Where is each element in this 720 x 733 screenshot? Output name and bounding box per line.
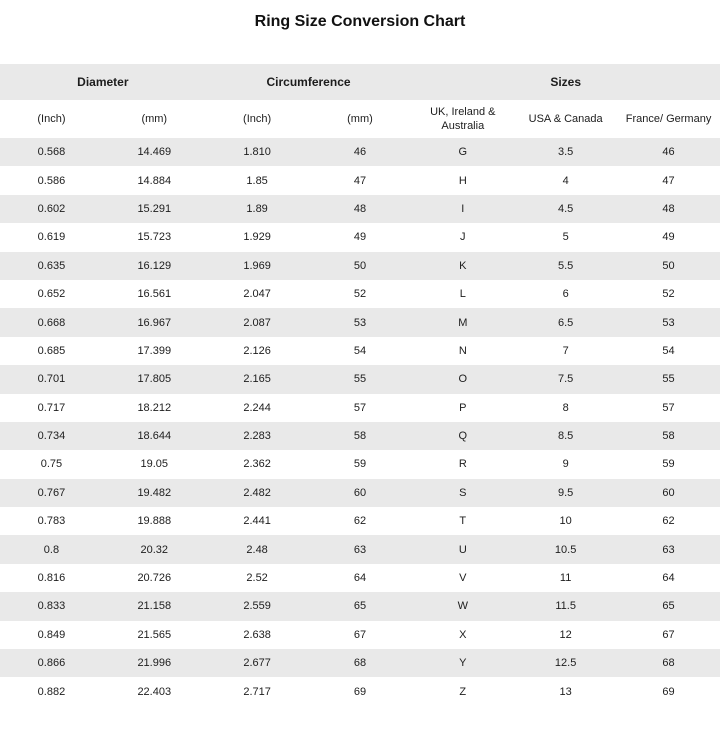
cell: 0.701 — [37, 373, 66, 386]
cell: 47 — [353, 174, 367, 187]
column-header-6: France/ Germany — [617, 100, 720, 138]
cell: 21.565 — [137, 628, 172, 641]
cell: 7.5 — [557, 373, 574, 386]
cell: T — [459, 515, 467, 528]
cell: 2.244 — [243, 401, 271, 414]
cell: 1.810 — [243, 146, 271, 159]
cell: Y — [459, 657, 467, 670]
cell: 16.129 — [137, 259, 172, 272]
cell: 63 — [353, 543, 367, 556]
cell: O — [458, 373, 468, 386]
cell: 2.482 — [243, 486, 271, 499]
cell: 8.5 — [557, 430, 574, 443]
column-header-1: (mm) — [103, 100, 206, 138]
cell: 0.833 — [37, 600, 66, 613]
cell: 19.888 — [137, 515, 172, 528]
cell: 46 — [662, 146, 675, 159]
cell: 0.882 — [37, 685, 66, 698]
cell: 0.767 — [37, 486, 66, 499]
cell: 48 — [353, 202, 367, 215]
cell: 2.559 — [243, 600, 271, 613]
cell: 53 — [662, 316, 675, 329]
cell: 0.635 — [37, 259, 66, 272]
table-row — [0, 280, 720, 308]
cell: 1.969 — [243, 259, 271, 272]
cell: 21.996 — [137, 657, 172, 670]
cell: W — [457, 600, 468, 613]
table-header — [0, 64, 720, 138]
cell: 49 — [662, 231, 675, 244]
cell: 69 — [662, 685, 675, 698]
cell: 9.5 — [557, 486, 574, 499]
cell: 64 — [662, 572, 675, 585]
table-row — [0, 479, 720, 507]
cell: G — [458, 146, 468, 159]
cell: 2.441 — [243, 515, 271, 528]
cell: 52 — [353, 288, 367, 301]
cell: 1.85 — [246, 174, 268, 187]
cell: S — [459, 486, 467, 499]
cell: 17.399 — [137, 344, 172, 357]
cell: 0.668 — [37, 316, 66, 329]
cell: 68 — [353, 657, 367, 670]
cell: J — [460, 231, 466, 244]
cell: 19.482 — [137, 486, 172, 499]
cell: 0.619 — [37, 231, 66, 244]
cell: 52 — [662, 288, 675, 301]
cell: N — [458, 344, 467, 357]
cell: 0.75 — [40, 458, 63, 471]
cell: 5 — [562, 231, 569, 244]
cell: 4.5 — [557, 202, 574, 215]
cell: 50 — [662, 259, 675, 272]
cell: 48 — [662, 202, 675, 215]
cell: 59 — [353, 458, 367, 471]
table-row — [0, 677, 720, 705]
cell: 67 — [353, 628, 367, 641]
table-row — [0, 195, 720, 223]
table-row — [0, 507, 720, 535]
cell: 2.717 — [243, 685, 271, 698]
cell: 1.89 — [246, 202, 268, 215]
cell: 3.5 — [557, 146, 574, 159]
table-row — [0, 337, 720, 365]
cell: 69 — [353, 685, 367, 698]
cell: 60 — [353, 486, 367, 499]
cell: 2.283 — [243, 430, 271, 443]
column-header-4: UK, Ireland & Australia — [411, 100, 514, 138]
cell: 57 — [353, 401, 367, 414]
page-title: Ring Size Conversion Chart — [254, 13, 466, 30]
cell: 22.403 — [137, 685, 172, 698]
cell: 46 — [353, 146, 367, 159]
cell: M — [458, 316, 468, 329]
cell: 62 — [353, 515, 367, 528]
cell: 10 — [559, 515, 572, 528]
cell: Z — [459, 685, 467, 698]
cell: 58 — [353, 430, 367, 443]
cell: 21.158 — [137, 600, 172, 613]
cell: 47 — [662, 174, 675, 187]
cell: 19.05 — [140, 458, 169, 471]
cell: 62 — [662, 515, 675, 528]
cell: 0.8 — [43, 543, 60, 556]
cell: 55 — [662, 373, 675, 386]
cell: 60 — [662, 486, 675, 499]
cell: V — [459, 572, 467, 585]
cell: 15.291 — [137, 202, 172, 215]
cell: 14.884 — [137, 174, 172, 187]
cell: 50 — [353, 259, 367, 272]
cell: 7 — [562, 344, 569, 357]
table-row — [0, 564, 720, 592]
column-header-0: (Inch) — [0, 100, 103, 138]
cell: 2.677 — [243, 657, 271, 670]
cell: 0.602 — [37, 202, 66, 215]
column-header-5: USA & Canada — [514, 100, 617, 138]
column-group-diameter: Diameter — [0, 64, 206, 100]
cell: 8 — [562, 401, 569, 414]
cell: 18.212 — [137, 401, 172, 414]
cell: K — [459, 259, 467, 272]
cell: 53 — [353, 316, 367, 329]
cell: 2.48 — [246, 543, 268, 556]
cell: 5.5 — [557, 259, 574, 272]
cell: 54 — [353, 344, 367, 357]
column-group-row — [0, 64, 720, 100]
column-group-circumference: Circumference — [206, 64, 412, 100]
cell: 17.805 — [137, 373, 172, 386]
table-row — [0, 450, 720, 478]
cell: 68 — [662, 657, 675, 670]
cell: 64 — [353, 572, 367, 585]
cell: 1.929 — [243, 231, 271, 244]
cell: 11 — [559, 572, 572, 585]
cell: 18.644 — [137, 430, 172, 443]
cell: 0.568 — [37, 146, 66, 159]
cell: 54 — [662, 344, 675, 357]
column-header-3: (mm) — [309, 100, 412, 138]
table-row — [0, 422, 720, 450]
cell: 49 — [353, 231, 367, 244]
cell: 0.866 — [37, 657, 66, 670]
cell: Q — [458, 430, 468, 443]
cell: 58 — [662, 430, 675, 443]
cell: P — [459, 401, 467, 414]
cell: 0.816 — [37, 572, 66, 585]
cell: 55 — [353, 373, 367, 386]
cell: 65 — [662, 600, 675, 613]
cell: 2.047 — [243, 288, 271, 301]
cell: 2.165 — [243, 373, 271, 386]
cell: 59 — [662, 458, 675, 471]
cell: 12 — [559, 628, 572, 641]
cell: 0.783 — [37, 515, 66, 528]
cell: 15.723 — [137, 231, 172, 244]
cell: 13 — [559, 685, 572, 698]
table-row — [0, 166, 720, 194]
table-body — [0, 138, 720, 706]
table-row — [0, 649, 720, 677]
cell: 67 — [662, 628, 675, 641]
table-row — [0, 592, 720, 620]
table-row — [0, 535, 720, 563]
table-row — [0, 394, 720, 422]
cell: 0.652 — [37, 288, 66, 301]
cell: 12.5 — [554, 657, 577, 670]
ring-size-conversion-table — [0, 64, 720, 706]
cell: 0.849 — [37, 628, 66, 641]
column-header-2: (Inch) — [206, 100, 309, 138]
cell: H — [458, 174, 467, 187]
table-row — [0, 223, 720, 251]
cell: I — [461, 202, 465, 215]
cell: 63 — [662, 543, 675, 556]
table-row — [0, 621, 720, 649]
column-group-sizes: Sizes — [411, 64, 720, 100]
cell: 0.586 — [37, 174, 66, 187]
cell: 57 — [662, 401, 675, 414]
cell: 4 — [562, 174, 569, 187]
cell: 0.734 — [37, 430, 66, 443]
cell: 0.685 — [37, 344, 66, 357]
cell: 20.32 — [140, 543, 169, 556]
cell: 16.561 — [137, 288, 172, 301]
table-row — [0, 365, 720, 393]
cell: 20.726 — [137, 572, 172, 585]
cell: 65 — [353, 600, 367, 613]
cell: 2.087 — [243, 316, 271, 329]
cell: 2.638 — [243, 628, 271, 641]
table-row — [0, 308, 720, 336]
cell: 9 — [562, 458, 569, 471]
cell: 0.717 — [37, 401, 66, 414]
cell: 14.469 — [137, 146, 172, 159]
cell: L — [459, 288, 466, 301]
table-row — [0, 138, 720, 166]
table-row — [0, 252, 720, 280]
column-header-row — [0, 100, 720, 138]
cell: 6 — [562, 288, 569, 301]
cell: R — [458, 458, 467, 471]
cell: 16.967 — [137, 316, 172, 329]
cell: 10.5 — [554, 543, 577, 556]
cell: 11.5 — [555, 600, 576, 613]
cell: 2.126 — [243, 344, 271, 357]
cell: 2.362 — [243, 458, 271, 471]
cell: 6.5 — [557, 316, 574, 329]
cell: U — [458, 543, 467, 556]
cell: X — [459, 628, 467, 641]
cell: 2.52 — [246, 572, 268, 585]
